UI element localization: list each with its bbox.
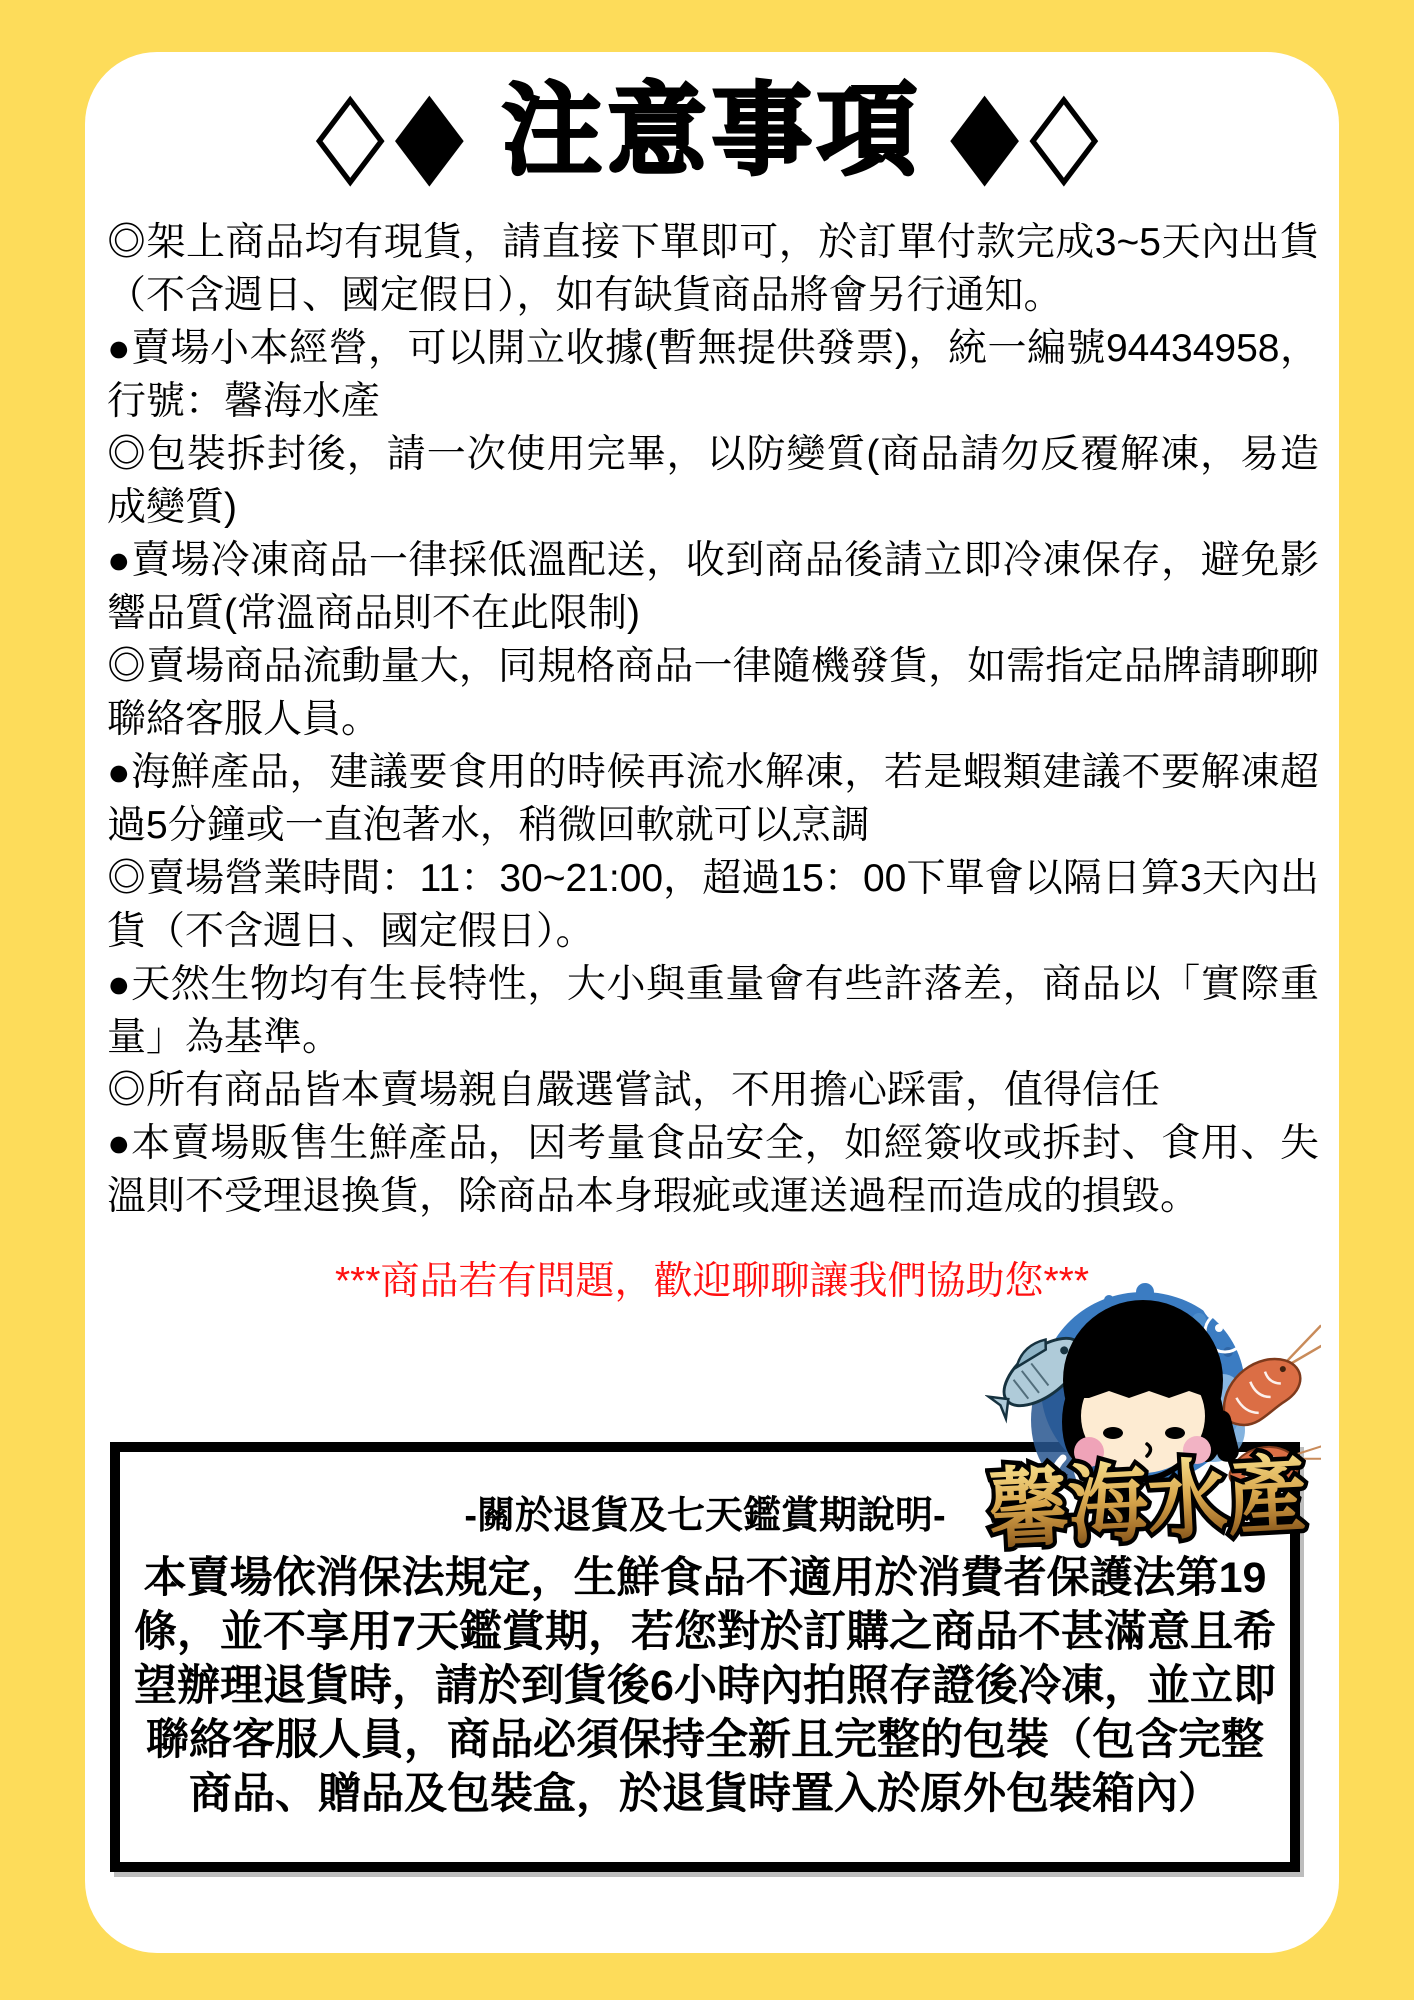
title-decor-left: ◇◆	[315, 61, 474, 201]
notice-item: ◎賣場營業時間：11：30~21:00，超過15：00下單會以隔日算3天內出貨（不含週日、國定假日）。	[107, 857, 1319, 953]
return-policy-title: -關於退貨及七天鑑賞期說明-	[464, 1495, 946, 1537]
brand-name-text: 馨海水產	[986, 1445, 1321, 1560]
notice-item: ◎所有商品皆本賣場親自嚴選嘗試，不用擔心踩雷，值得信任	[107, 1069, 1161, 1112]
notice-item: ●天然生物均有生長特性，大小與重量會有些許落差，商品以「實際重量」為基準。	[107, 963, 1319, 1059]
notice-item: ●賣場冷凍商品一律採低溫配送，收到商品後請立即冷凍保存，避免影響品質(常溫商品則不在此限制)	[107, 539, 1319, 635]
notice-item: ◎架上商品均有現貨，請直接下單即可，於訂單付款完成3~5天內出貨（不含週日、國定假日），如有缺貨商品將會另行通知。	[107, 221, 1319, 317]
notice-card	[85, 52, 1339, 1953]
notice-item: ●本賣場販售生鮮產品，因考量食品安全，如經簽收或拆封、食用、失溫則不受理退換貨，除商品本身瑕疵或運送過程而造成的損毀。	[107, 1122, 1319, 1218]
notice-item: ●海鮮產品，建議要食用的時候再流水解凍，若是蝦類建議不要解凍超過5分鐘或一直泡著水，稍微回軟就可以烹調	[107, 751, 1319, 847]
return-policy-line: 條，並不享用7天鑑賞期，若您對於訂購之商品不甚滿意且希	[134, 1608, 1276, 1656]
return-policy-line: 商品、贈品及包裝盒，於退貨時置入於原外包裝箱內）	[189, 1770, 1221, 1818]
notice-item: ◎包裝拆封後，請一次使用完畢，以防變質(商品請勿反覆解凍，易造成變質)	[107, 433, 1319, 529]
return-policy-line: 本賣場依消保法規定，生鮮食品不適用於消費者保護法第19	[143, 1554, 1267, 1602]
return-policy-line: 聯絡客服人員，商品必須保持全新且完整的包裝（包含完整	[146, 1716, 1264, 1764]
return-policy-line: 望辦理退貨時，請於到貨後6小時內拍照存證後冷凍，並立即	[134, 1662, 1276, 1710]
notice-item: ●賣場小本經營，可以開立收據(暫無提供發票)，統一編號94434958，行號：馨海水產	[107, 327, 1319, 423]
return-policy-body	[120, 1551, 1290, 1821]
page-title-row	[85, 61, 1339, 201]
notice-item: ◎賣場商品流動量大，同規格商品一律隨機發貨，如需指定品牌請聊聊聯絡客服人員。	[107, 645, 1319, 741]
title-decor-right: ◆◇	[950, 61, 1109, 201]
notices-list	[107, 216, 1319, 1226]
brand-logo-graphic	[985, 1280, 1321, 1582]
page-title: 注意事項	[502, 75, 922, 187]
brand-logo	[985, 1280, 1321, 1582]
support-note: ***商品若有問題，歡迎聊聊讓我們協助您***	[334, 1260, 1090, 1303]
